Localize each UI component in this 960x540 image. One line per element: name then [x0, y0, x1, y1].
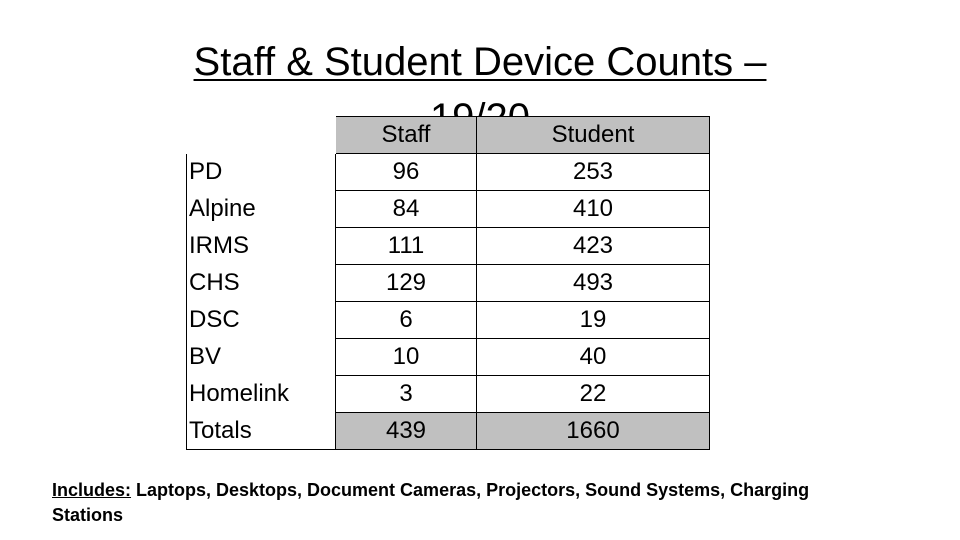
table-row [187, 339, 710, 376]
row-staff-cell: 10 [336, 339, 477, 376]
row-staff-cell: 129 [336, 265, 477, 302]
row-name-cell: Totals [187, 413, 336, 450]
row-staff-cell: 3 [336, 376, 477, 413]
includes-label: Includes: [52, 480, 132, 500]
row-name-cell: BV [187, 339, 336, 376]
row-student-cell: 253 [477, 154, 710, 191]
row-name-cell: PD [187, 154, 336, 191]
includes-note [52, 478, 852, 528]
table-row [187, 376, 710, 413]
table-row [187, 191, 710, 228]
row-staff-cell: 96 [336, 154, 477, 191]
row-staff-cell: 6 [336, 302, 477, 339]
row-student-cell: 493 [477, 265, 710, 302]
table-row [187, 265, 710, 302]
row-staff-cell: 84 [336, 191, 477, 228]
header-blank-cell [187, 117, 336, 154]
row-name-cell: Alpine [187, 191, 336, 228]
row-name-cell: DSC [187, 302, 336, 339]
header-student: Student [477, 117, 710, 154]
device-counts-table [186, 116, 710, 450]
row-name-cell: IRMS [187, 228, 336, 265]
row-student-cell: 1660 [477, 413, 710, 450]
row-student-cell: 40 [477, 339, 710, 376]
row-staff-cell: 439 [336, 413, 477, 450]
table-row [187, 228, 710, 265]
table-row [187, 302, 710, 339]
row-student-cell: 410 [477, 191, 710, 228]
row-student-cell: 19 [477, 302, 710, 339]
row-staff-cell: 111 [336, 228, 477, 265]
totals-row [187, 413, 710, 450]
row-name-cell: Homelink [187, 376, 336, 413]
header-staff: Staff [336, 117, 477, 154]
table-header-row [187, 117, 710, 154]
page-title-line-1: Staff & Student Device Counts – [193, 40, 767, 84]
includes-text: Laptops, Desktops, Document Cameras, Projectors, Sound Systems, Charging Stations [52, 480, 810, 525]
row-student-cell: 22 [477, 376, 710, 413]
row-student-cell: 423 [477, 228, 710, 265]
row-name-cell: CHS [187, 265, 336, 302]
table-row [187, 154, 710, 191]
